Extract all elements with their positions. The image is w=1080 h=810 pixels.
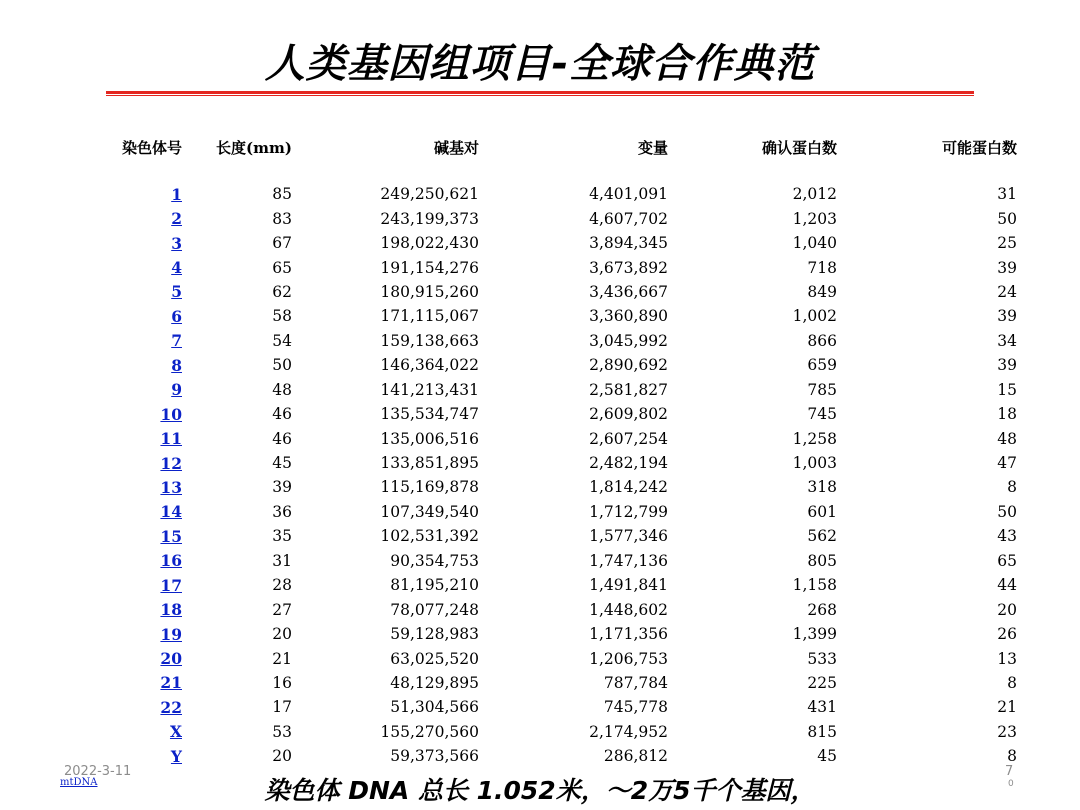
table-cell: 1,002	[792, 307, 837, 326]
table-cell: 39	[997, 307, 1017, 326]
chromosome-link[interactable]: 14	[160, 502, 182, 522]
table-cell: 3,045,992	[589, 331, 668, 350]
table-cell: 27	[272, 600, 292, 619]
chromosome-cell	[0, 646, 182, 670]
table-cell: 50	[997, 209, 1017, 228]
table-row	[0, 622, 1017, 646]
table-cell: 243,199,373	[380, 209, 479, 228]
table-cell: 4,607,702	[589, 209, 668, 228]
table-cell: 102,531,392	[380, 527, 479, 546]
chromosome-cell	[0, 426, 182, 450]
header-chromosome: 染色体号	[121, 138, 182, 157]
table-cell: 46	[272, 429, 292, 448]
table-cell: 3,673,892	[589, 258, 668, 277]
table-cell: 23	[997, 722, 1017, 741]
table-cell: 8	[1007, 673, 1017, 692]
table-cell: 107,349,540	[380, 502, 479, 521]
table-cell: 159,138,663	[380, 331, 479, 350]
table-cell: 805	[807, 551, 837, 570]
header-length: 长度(mm)	[216, 138, 292, 157]
table-cell: 2,482,194	[589, 454, 668, 473]
table-cell: 53	[272, 722, 292, 741]
mtdna-link[interactable]: mtDNA	[60, 777, 98, 788]
table-cell: 249,250,621	[380, 185, 479, 204]
chromosome-link[interactable]: 2	[171, 209, 182, 229]
chromosome-cell	[0, 597, 182, 621]
table-row	[0, 597, 1017, 621]
chromosome-link[interactable]: 12	[160, 453, 182, 473]
chromosome-link[interactable]: 10	[160, 404, 182, 424]
table-cell: 31	[272, 551, 292, 570]
table-cell: 1,491,841	[589, 576, 668, 595]
chromosome-link[interactable]: 18	[160, 600, 182, 620]
table-cell: 1,577,346	[589, 527, 668, 546]
chromosome-link[interactable]: 19	[160, 624, 182, 644]
chromosome-link[interactable]: 13	[160, 477, 182, 497]
chromosome-link[interactable]: 22	[160, 697, 182, 717]
table-cell: 46	[272, 405, 292, 424]
chromosome-link[interactable]: 4	[171, 258, 182, 278]
table-cell: 13	[997, 649, 1017, 668]
table-cell: 135,006,516	[380, 429, 479, 448]
table-cell: 659	[807, 356, 837, 375]
table-cell: 39	[997, 356, 1017, 375]
chromosome-link[interactable]: 21	[160, 673, 182, 693]
table-cell: 155,270,560	[380, 722, 479, 741]
table-cell: 15	[997, 380, 1017, 399]
table-cell: 785	[807, 380, 837, 399]
table-cell: 34	[997, 331, 1017, 350]
table-cell: 2,890,692	[589, 356, 668, 375]
chromosome-cell	[0, 231, 182, 255]
table-cell: 50	[272, 356, 292, 375]
table-cell: 18	[997, 405, 1017, 424]
chromosome-link[interactable]: 16	[160, 551, 182, 571]
table-cell: 51,304,566	[390, 698, 479, 717]
table-cell: 533	[807, 649, 837, 668]
chromosome-cell	[0, 573, 182, 597]
table-cell: 78,077,248	[390, 600, 479, 619]
header-variations: 变量	[637, 138, 668, 157]
table-cell: 48,129,895	[390, 673, 479, 692]
chromosome-cell	[0, 402, 182, 426]
table-cell: 8	[1007, 478, 1017, 497]
table-cell: 21	[997, 698, 1017, 717]
slide-date: 2022-3-11	[64, 764, 132, 779]
table-cell: 191,154,276	[380, 258, 479, 277]
chromosome-link[interactable]: 9	[171, 380, 182, 400]
table-cell: 866	[807, 331, 837, 350]
chromosome-cell	[0, 378, 182, 402]
table-cell: 3,360,890	[589, 307, 668, 326]
slide-title: 人类基因组项目-全球合作典范	[264, 41, 816, 87]
table-cell: 21	[272, 649, 292, 668]
table-row	[0, 402, 1017, 426]
table-cell: 62	[272, 282, 292, 301]
table-cell: 745	[807, 405, 837, 424]
table-cell: 180,915,260	[380, 282, 479, 301]
table-row	[0, 451, 1017, 475]
table-cell: 65	[997, 551, 1017, 570]
table-cell: 65	[272, 258, 292, 277]
chromosome-cell	[0, 475, 182, 499]
table-cell: 20	[272, 747, 292, 766]
chromosome-link[interactable]: 8	[171, 355, 182, 375]
table-cell: 16	[272, 673, 292, 692]
chromosome-link[interactable]: Y	[170, 746, 182, 766]
table-cell: 43	[997, 527, 1017, 546]
table-cell: 35	[272, 527, 292, 546]
table-cell: 1,258	[792, 429, 837, 448]
chromosome-table	[0, 134, 1017, 769]
table-cell: 4,401,091	[589, 185, 668, 204]
table-header-row	[0, 134, 1017, 160]
page-number-small: 0	[1008, 779, 1014, 789]
chromosome-cell	[0, 695, 182, 719]
table-cell: 718	[807, 258, 837, 277]
table-cell: 28	[272, 576, 292, 595]
footer-summary: 染色体 DNA 总长 1.052米，～2万5千个基因，	[264, 776, 816, 805]
table-cell: 20	[272, 625, 292, 644]
chromosome-link[interactable]: 11	[160, 429, 182, 449]
table-row	[0, 524, 1017, 548]
table-row	[0, 255, 1017, 279]
table-cell: 2,581,827	[589, 380, 668, 399]
chromosome-cell	[0, 280, 182, 304]
chromosome-cell	[0, 206, 182, 230]
table-cell: 787,784	[603, 673, 668, 692]
table-cell: 146,364,022	[380, 356, 479, 375]
table-row	[0, 206, 1017, 230]
page-number: 7	[1005, 764, 1014, 779]
table-cell: 3,894,345	[589, 234, 668, 253]
table-cell: 431	[807, 698, 837, 717]
chromosome-cell	[0, 329, 182, 353]
table-row	[0, 573, 1017, 597]
table-cell: 26	[997, 625, 1017, 644]
table-cell: 198,022,430	[380, 234, 479, 253]
table-cell: 39	[997, 258, 1017, 277]
table-cell: 90,354,753	[390, 551, 479, 570]
table-cell: 135,534,747	[380, 405, 479, 424]
table-cell: 48	[272, 380, 292, 399]
table-cell: 745,778	[603, 698, 668, 717]
table-cell: 115,169,878	[380, 478, 479, 497]
table-cell: 318	[807, 478, 837, 497]
table-cell: 25	[997, 234, 1017, 253]
table-cell: 2,607,254	[589, 429, 668, 448]
chromosome-link[interactable]: X	[169, 722, 182, 742]
table-cell: 44	[997, 576, 1017, 595]
table-row	[0, 231, 1017, 255]
chromosome-link[interactable]: 7	[171, 331, 182, 351]
table-cell: 849	[807, 282, 837, 301]
table-cell: 171,115,067	[380, 307, 479, 326]
table-cell: 133,851,895	[380, 454, 479, 473]
table-row	[0, 475, 1017, 499]
table-cell: 1,158	[792, 576, 837, 595]
chromosome-cell	[0, 353, 182, 377]
table-cell: 1,448,602	[589, 600, 668, 619]
chromosome-cell	[0, 524, 182, 548]
table-row	[0, 304, 1017, 328]
table-cell: 17	[272, 698, 292, 717]
table-cell: 31	[997, 185, 1017, 204]
table-cell: 50	[997, 502, 1017, 521]
table-row	[0, 646, 1017, 670]
table-cell: 268	[807, 600, 837, 619]
table-row	[0, 720, 1017, 744]
table-cell: 54	[272, 331, 292, 350]
chromosome-cell	[0, 549, 182, 573]
table-cell: 2,012	[792, 185, 837, 204]
table-cell: 63,025,520	[390, 649, 479, 668]
table-cell: 24	[997, 282, 1017, 301]
chromosome-cell	[0, 671, 182, 695]
table-cell: 59,128,983	[390, 625, 479, 644]
table-row	[0, 695, 1017, 719]
chromosome-link[interactable]: 6	[171, 306, 182, 326]
table-cell: 141,213,431	[380, 380, 479, 399]
table-row	[0, 671, 1017, 695]
table-cell: 85	[272, 185, 292, 204]
table-row	[0, 500, 1017, 524]
chromosome-cell	[0, 500, 182, 524]
table-cell: 1,040	[792, 234, 837, 253]
table-row	[0, 353, 1017, 377]
table-cell: 67	[272, 234, 292, 253]
chromosome-link[interactable]: 17	[160, 575, 182, 595]
chromosome-cell	[0, 255, 182, 279]
table-cell: 1,003	[792, 454, 837, 473]
table-cell: 1,712,799	[589, 502, 668, 521]
chromosome-link[interactable]: 5	[171, 282, 182, 302]
header-confirmed-proteins: 确认蛋白数	[761, 138, 837, 157]
table-cell: 286,812	[603, 747, 668, 766]
table-cell: 1,171,356	[589, 625, 668, 644]
table-row	[0, 182, 1017, 206]
table-cell: 81,195,210	[390, 576, 479, 595]
header-putative-proteins: 可能蛋白数	[941, 138, 1017, 157]
table-cell: 1,399	[792, 625, 837, 644]
chromosome-cell	[0, 182, 182, 206]
table-cell: 2,609,802	[589, 405, 668, 424]
table-cell: 48	[997, 429, 1017, 448]
table-cell: 3,436,667	[589, 282, 668, 301]
title-underline	[106, 91, 974, 94]
table-cell: 1,203	[792, 209, 837, 228]
table-cell: 225	[807, 673, 837, 692]
table-row	[0, 744, 1017, 768]
table-cell: 20	[997, 600, 1017, 619]
table-cell: 47	[997, 454, 1017, 473]
table-cell: 601	[807, 502, 837, 521]
table-cell: 45	[272, 454, 292, 473]
table-cell: 1,814,242	[589, 478, 668, 497]
table-cell: 36	[272, 502, 292, 521]
chromosome-link[interactable]: 15	[160, 526, 182, 546]
table-cell: 1,206,753	[589, 649, 668, 668]
table-cell: 83	[272, 209, 292, 228]
table-cell: 562	[807, 527, 837, 546]
table-cell: 1,747,136	[589, 551, 668, 570]
chromosome-cell	[0, 451, 182, 475]
table-cell: 59,373,566	[390, 747, 479, 766]
table-row	[0, 329, 1017, 353]
title-underline-thin	[106, 95, 974, 96]
table-cell: 8	[1007, 747, 1017, 766]
header-base-pairs: 碱基对	[433, 138, 479, 157]
table-row	[0, 549, 1017, 573]
chromosome-cell	[0, 622, 182, 646]
chromosome-cell	[0, 304, 182, 328]
table-cell: 45	[817, 747, 837, 766]
table-cell: 2,174,952	[589, 722, 668, 741]
table-cell: 58	[272, 307, 292, 326]
chromosome-link[interactable]: 3	[171, 233, 182, 253]
table-cell: 39	[272, 478, 292, 497]
chromosome-link[interactable]: 1	[171, 184, 182, 204]
chromosome-cell	[0, 720, 182, 744]
table-row	[0, 378, 1017, 402]
table-cell: 815	[807, 722, 837, 741]
table-row	[0, 280, 1017, 304]
chromosome-link[interactable]: 20	[160, 649, 182, 669]
table-row	[0, 426, 1017, 450]
